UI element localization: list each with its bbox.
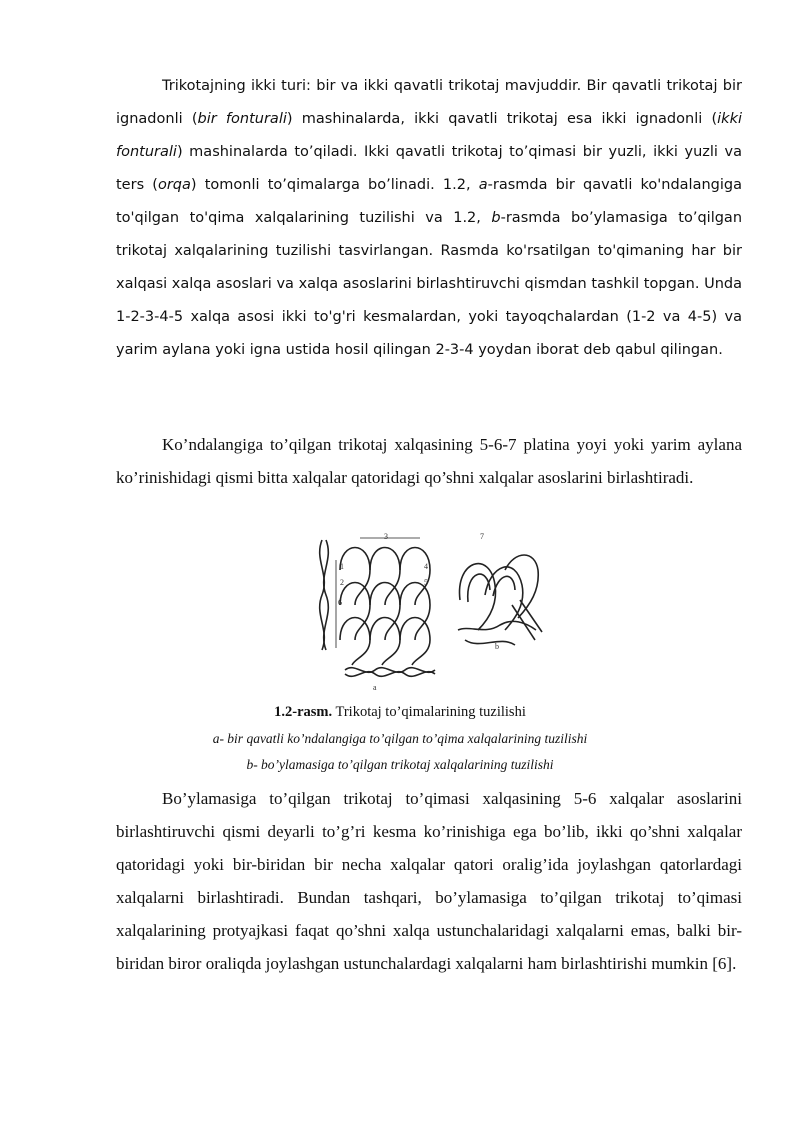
paragraph-1-italic: a bbox=[478, 177, 488, 193]
point-label: 4 bbox=[424, 562, 428, 571]
paragraph-1-italic: b bbox=[491, 210, 501, 226]
point-label: 7 bbox=[480, 532, 484, 541]
point-label: 1 bbox=[340, 562, 344, 571]
paragraph-1-text: ) mashinalarda to’qiladi. Ikki qavatli trikotaj to’qimasi bir yuzli, ikki yuzli va ters ( bbox=[116, 144, 742, 193]
figure-caption-line-a: a- bir qavatli ko’ndalangiga to’qilgan to’qima xalqalarining tuzilishi bbox=[212, 731, 588, 746]
point-label: 5 bbox=[424, 578, 428, 587]
paragraph-1-italic: ikki fonturali bbox=[116, 111, 742, 160]
paragraph-1-text: Trikotajning ikki turi: bir va ikki qavatli trikotaj mavjuddir. Bir qavatli trikotaj bir ignadonli ( bbox=[116, 78, 742, 127]
figure-caption-text: Trikotaj to’qimalarining tuzilishi bbox=[332, 704, 526, 720]
paragraph-1-text: -rasmda bo’ylamasiga to’qilgan trikotaj xalqalarining tuzilishi tasvirlangan. Rasmda ko'rsatilgan to'qimaning har bir xalqasi xalqa asoslari va xalqa asoslarini birlashtiruvchi qismdan tashkil topgan. Unda 1-2-3-4-5 xalqa asosi ikki to'g'ri kesmalardan, yoki tayoqchalardan (1-2 va 4-5) va yarim aylana yoki igna ustida hosil qilingan 2-3-4 yoydan iborat deb qabul qilingan. bbox=[116, 210, 743, 358]
paragraph-1-text: ) mashinalarda, ikki qavatli trikotaj esa ikki ignadonli ( bbox=[286, 111, 718, 127]
point-label: 6 bbox=[338, 598, 342, 607]
figure-label-a: a bbox=[373, 683, 377, 692]
figure-caption-number: 1.2-rasm. bbox=[274, 704, 333, 720]
paragraph-1-italic: bir fonturali bbox=[197, 111, 287, 127]
figure-caption-title bbox=[0, 704, 800, 721]
paragraph-1-text: -rasmda bir qavatli ko'ndalangiga to'qilgan to'qima xalqalarining tuzilishi va 1.2, bbox=[116, 177, 742, 226]
knit-loops-illustration bbox=[300, 530, 560, 700]
paragraph-3: Bo’ylamasiga to’qilgan trikotaj to’qimasi xalqasining 5-6 xalqalar asoslarini birlashtiruvchi qismi deyarli to’g’ri kesma ko’rinishiga ega bo’lib, ikki qo’shni xalqalar qatoridagi yoki bir-biridan bir necha xalqalar qatori oralig’ida joylashgan qatorlardagi xalqalarni birlashtiradi. Bundan tashqari, bo’ylamasiga to’qilgan trikotaj to’qimasi xalqalarining protyajkasi faqat qo’shni xalqa ustunchalaridagi xalqalarni emas, balki bir-biridan biror oraliqda joylashgan ustunchalardagi xalqalarni ham birlashtirishi mumkin [6]. bbox=[116, 789, 742, 973]
paragraph-1 bbox=[116, 70, 742, 367]
paragraph-1-italic: orqa bbox=[157, 177, 191, 193]
point-label: 3 bbox=[384, 532, 388, 541]
paragraph-1-text: ) tomonli to’qimalarga bo’linadi. 1.2, bbox=[190, 177, 479, 193]
figure-caption-line-b: b- bo’ylamasiga to’qilgan trikotaj xalqalarining tuzilishi bbox=[246, 757, 554, 772]
paragraph-2: Ko’ndalangiga to’qilgan trikotaj xalqasining 5-6-7 platina yoyi yoki yarim aylana ko’rinishidagi qismi bitta xalqalar qatoridagi qo’shni xalqalar asoslarini birlashtiradi. bbox=[116, 435, 742, 487]
figure-label-b: b bbox=[495, 642, 499, 651]
point-label: 2 bbox=[340, 578, 344, 587]
knit-structure-figure bbox=[300, 530, 560, 700]
